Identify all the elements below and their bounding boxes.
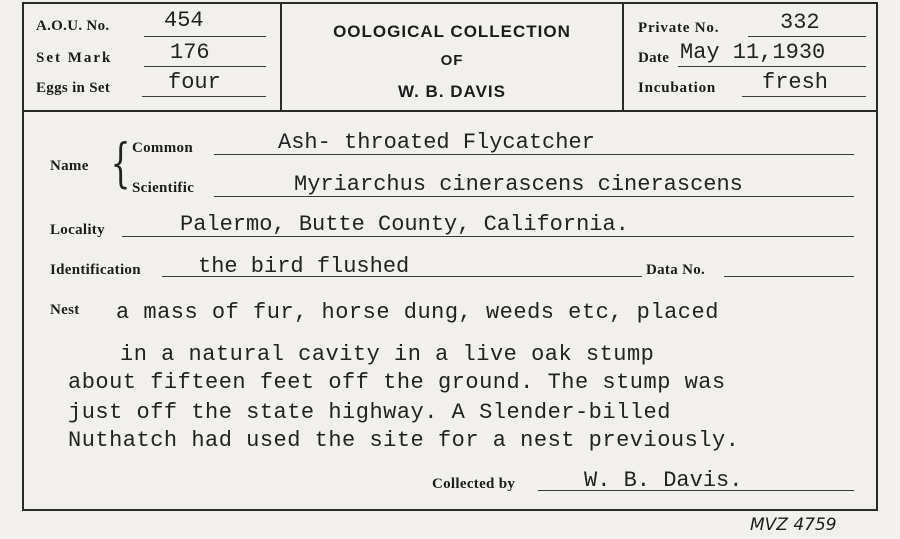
locality-value: Palermo, Butte County, California. [180, 212, 629, 237]
eggs-label: Eggs in Set [36, 80, 111, 96]
identification-label: Identification [50, 262, 141, 278]
collected-by-value: W. B. Davis. [584, 468, 743, 493]
date-label: Date [638, 50, 670, 66]
aou-rule [144, 36, 266, 37]
data-card [22, 2, 878, 511]
collection-title: OOLOGICAL COLLECTION [333, 22, 571, 41]
nest-line-5: Nuthatch had used the site for a nest previously. [68, 428, 740, 453]
incubation-label: Incubation [638, 80, 717, 96]
common-label: Common [132, 140, 193, 156]
incubation-value: fresh [762, 70, 829, 95]
nest-line-2: in a natural cavity in a live oak stump [120, 342, 655, 367]
data-no-label: Data No. [646, 262, 706, 278]
nest-line-4: just off the state highway. A Slender-billed [68, 400, 671, 425]
collector-name-title: W. B. DAVIS [398, 82, 506, 101]
nest-line-3: about fifteen feet off the ground. The stump was [68, 370, 726, 395]
locality-label: Locality [50, 222, 105, 238]
setmark-label: Set Mark [36, 50, 113, 66]
common-name-value: Ash- throated Flycatcher [278, 130, 595, 155]
incubation-rule [742, 96, 866, 97]
scientific-label: Scientific [132, 180, 195, 196]
identification-value: the bird flushed [198, 254, 410, 279]
nest-line-1: a mass of fur, horse dung, weeds etc, placed [116, 300, 719, 325]
header-divider-bottom [24, 110, 876, 112]
aou-label: A.O.U. No. [36, 18, 110, 34]
private-label: Private No. [638, 20, 720, 36]
private-rule [748, 36, 866, 37]
scientific-name-value: Myriarchus cinerascens cinerascens [294, 172, 743, 197]
header-divider-right [622, 4, 624, 110]
collected-by-label: Collected by [432, 476, 516, 492]
setmark-value: 176 [170, 40, 210, 65]
date-value: May 11,1930 [680, 40, 826, 65]
nest-label: Nest [50, 302, 80, 318]
eggs-value: four [168, 70, 221, 95]
data-no-rule [724, 276, 854, 277]
date-rule [678, 66, 866, 67]
name-brace-icon: { [110, 134, 131, 194]
private-value: 332 [780, 10, 820, 35]
catalog-number: MVZ 4759 [750, 515, 837, 535]
aou-value: 454 [164, 8, 204, 33]
name-label: Name [50, 158, 89, 174]
eggs-rule [142, 96, 266, 97]
collection-title-of: OF [440, 52, 464, 69]
setmark-rule [144, 66, 266, 67]
